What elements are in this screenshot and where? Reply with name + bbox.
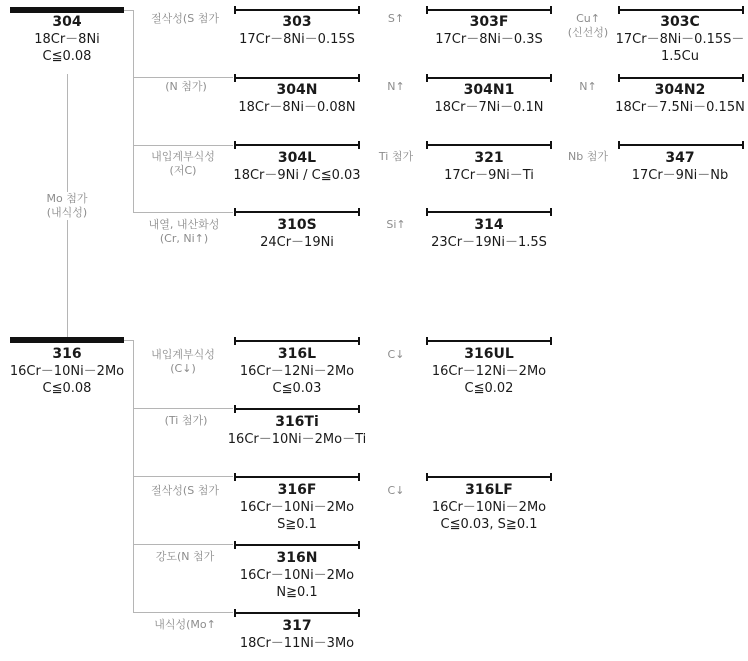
grade-321-header-bar xyxy=(426,144,552,146)
composition-line: 17Cr－8Ni－0.15S xyxy=(239,32,355,47)
grade-304N-header-bar xyxy=(234,77,360,79)
composition-line: C≦0.02 xyxy=(464,381,514,396)
composition-line: 18Cr－11Ni－3Mo xyxy=(239,636,355,651)
row-divider-1 xyxy=(133,77,233,78)
grade-316N xyxy=(227,550,367,601)
grade-name: 316L xyxy=(277,346,317,362)
composition-line: C≦0.03, S≧0.1 xyxy=(440,517,538,532)
grade-303C-header-bar xyxy=(618,9,744,11)
row-divider-5 xyxy=(133,476,233,477)
grade-304 xyxy=(2,14,132,65)
composition-line: 18Cr－7.5Ni－0.15N xyxy=(615,100,745,115)
grade-name: 316N xyxy=(276,550,318,566)
composition-line: 18Cr－7Ni－0.1N xyxy=(434,100,544,115)
composition-line: 18Cr－8Ni－0.08N xyxy=(238,100,356,115)
label-line: 강도(N 첨가 xyxy=(155,550,215,563)
grade-317-header-bar xyxy=(234,612,360,614)
grade-303F xyxy=(419,14,559,48)
composition-line: 17Cr－9Ni－Ti xyxy=(444,168,534,183)
label-n-up-2 xyxy=(568,80,608,94)
grade-304N xyxy=(227,82,367,116)
grade-name: 303C xyxy=(660,14,700,30)
label-line: (C↓) xyxy=(170,362,196,375)
label-c-down-1 xyxy=(376,348,416,362)
label-line: (내식성) xyxy=(46,206,88,219)
grade-316-header-bar xyxy=(10,337,124,343)
label-strength-n xyxy=(140,550,230,564)
row-divider-3 xyxy=(133,212,233,213)
grade-314 xyxy=(419,217,559,251)
composition-line: 1.5Cu xyxy=(661,49,699,64)
label-c-down-2 xyxy=(376,484,416,498)
grade-316L-header-bar xyxy=(234,340,360,342)
grade-name: 304N2 xyxy=(654,82,706,98)
grade-304L xyxy=(222,150,372,184)
label-line: (저C) xyxy=(169,164,197,177)
label-ti-add xyxy=(368,150,424,164)
label-line: 내열, 내산화성 xyxy=(148,218,220,231)
label-ti-add-2 xyxy=(146,414,226,428)
label-line: 내입계부식성 xyxy=(151,150,215,163)
composition-line: 18Cr－8Ni xyxy=(34,32,100,47)
grade-316N-header-bar xyxy=(234,544,360,546)
grade-name: 347 xyxy=(665,150,695,166)
grade-316Ti xyxy=(222,414,372,448)
label-line: Ti 첨가 xyxy=(378,150,414,163)
grade-name: 310S xyxy=(277,217,317,233)
label-corrosion-mo xyxy=(140,618,230,632)
grade-316F-header-bar xyxy=(234,476,360,478)
grade-name: 304N1 xyxy=(463,82,515,98)
composition-line: 17Cr－9Ni－Nb xyxy=(631,168,729,183)
row-divider-7 xyxy=(133,612,233,613)
label-line: Mo 첨가 xyxy=(46,192,88,205)
composition-line: 16Cr－10Ni－2Mo－Ti xyxy=(227,432,367,447)
grade-304N1 xyxy=(419,82,559,116)
composition-line: 16Cr－10Ni－2Mo xyxy=(239,500,355,515)
grade-321 xyxy=(419,150,559,184)
grade-316 xyxy=(2,346,132,397)
composition-line: 24Cr－19Ni xyxy=(260,235,334,250)
grade-304N1-header-bar xyxy=(426,77,552,79)
grade-name: 303F xyxy=(469,14,509,30)
grade-316L xyxy=(227,346,367,397)
label-nb-add xyxy=(560,150,616,164)
grade-317 xyxy=(227,618,367,652)
composition-line: C≦0.08 xyxy=(42,49,92,64)
label-heat-oxidation xyxy=(138,218,230,246)
label-line: C↓ xyxy=(387,348,405,361)
label-line: (N 첨가) xyxy=(165,80,207,93)
grade-316Ti-header-bar xyxy=(234,408,360,410)
composition-line: C≦0.08 xyxy=(42,381,92,396)
grade-303 xyxy=(227,14,367,48)
label-line: Cu↑ xyxy=(576,12,600,25)
grade-316LF-header-bar xyxy=(426,476,552,478)
label-line: (Cr, Ni↑) xyxy=(159,232,209,245)
composition-line: 16Cr－12Ni－2Mo xyxy=(239,364,355,379)
grade-347 xyxy=(611,150,748,184)
grade-316F xyxy=(227,482,367,533)
grade-316UL-header-bar xyxy=(426,340,552,342)
label-s-up xyxy=(376,12,416,26)
label-line: 내입계부식성 xyxy=(151,348,215,361)
grade-name: 316Ti xyxy=(275,414,319,430)
label-cu-up xyxy=(563,12,613,40)
composition-line: 16Cr－12Ni－2Mo xyxy=(431,364,547,379)
label-n-up-1 xyxy=(376,80,416,94)
composition-line: 16Cr－10Ni－2Mo xyxy=(9,364,125,379)
grade-347-header-bar xyxy=(618,144,744,146)
grade-name: 303 xyxy=(282,14,312,30)
composition-line: N≧0.1 xyxy=(276,585,318,600)
label-line: (Ti 첨가) xyxy=(164,414,208,427)
label-n-add xyxy=(150,80,222,94)
label-mo-add xyxy=(32,192,102,220)
304-to-trunk xyxy=(124,10,134,11)
grade-name: 304L xyxy=(277,150,317,166)
composition-line: 23Cr－19Ni－1.5S xyxy=(431,235,547,250)
label-line: N↑ xyxy=(579,80,597,93)
label-line: Si↑ xyxy=(386,218,406,231)
label-free-cutting-s-2 xyxy=(140,484,230,498)
composition-line: 16Cr－10Ni－2Mo xyxy=(431,500,547,515)
grade-314-header-bar xyxy=(426,211,552,213)
grade-316UL xyxy=(419,346,559,397)
304-family-trunk xyxy=(133,10,134,213)
grade-303F-header-bar xyxy=(426,9,552,11)
grade-316LF xyxy=(419,482,559,533)
label-line: (신선성) xyxy=(567,26,609,39)
grade-304N2-header-bar xyxy=(618,77,744,79)
composition-line: 16Cr－10Ni－2Mo xyxy=(239,568,355,583)
label-line: 절삭성(S 첨가 xyxy=(151,12,219,25)
grade-310S-header-bar xyxy=(234,211,360,213)
grade-304L-header-bar xyxy=(234,144,360,146)
grade-304N2 xyxy=(611,82,748,116)
label-ig-corrosion-c-down xyxy=(140,348,226,376)
grade-303-header-bar xyxy=(234,9,360,11)
composition-line: 17Cr－8Ni－0.3S xyxy=(435,32,543,47)
label-line: 절삭성(S 첨가 xyxy=(151,484,219,497)
grade-name: 316 xyxy=(52,346,82,362)
grade-name: 317 xyxy=(282,618,312,634)
label-line: Nb 첨가 xyxy=(568,150,608,163)
label-line: N↑ xyxy=(387,80,405,93)
composition-line: S≧0.1 xyxy=(277,517,317,532)
grade-name: 321 xyxy=(474,150,504,166)
grade-310S xyxy=(227,217,367,251)
label-line: S↑ xyxy=(387,12,405,25)
row-divider-2 xyxy=(133,145,233,146)
label-line: 내식성(Mo↑ xyxy=(154,618,216,631)
label-free-cutting-s xyxy=(140,12,230,26)
grade-303C xyxy=(611,14,748,65)
label-ig-corrosion-low-c xyxy=(140,150,226,178)
grade-name: 316LF xyxy=(465,482,513,498)
label-si-up xyxy=(376,218,416,232)
row-divider-4 xyxy=(133,408,233,409)
row-divider-6 xyxy=(133,544,233,545)
grade-name: 316UL xyxy=(464,346,514,362)
grade-name: 314 xyxy=(474,217,504,233)
composition-line: 18Cr－9Ni / C≦0.03 xyxy=(233,168,361,183)
grade-name: 304 xyxy=(52,14,82,30)
316-to-trunk xyxy=(124,340,134,341)
label-line: C↓ xyxy=(387,484,405,497)
composition-line: 17Cr－8Ni－0.15S－ xyxy=(615,32,745,47)
grade-304-header-bar xyxy=(10,7,124,13)
grade-name: 316F xyxy=(277,482,317,498)
grade-name: 304N xyxy=(276,82,318,98)
composition-line: C≦0.03 xyxy=(272,381,322,396)
